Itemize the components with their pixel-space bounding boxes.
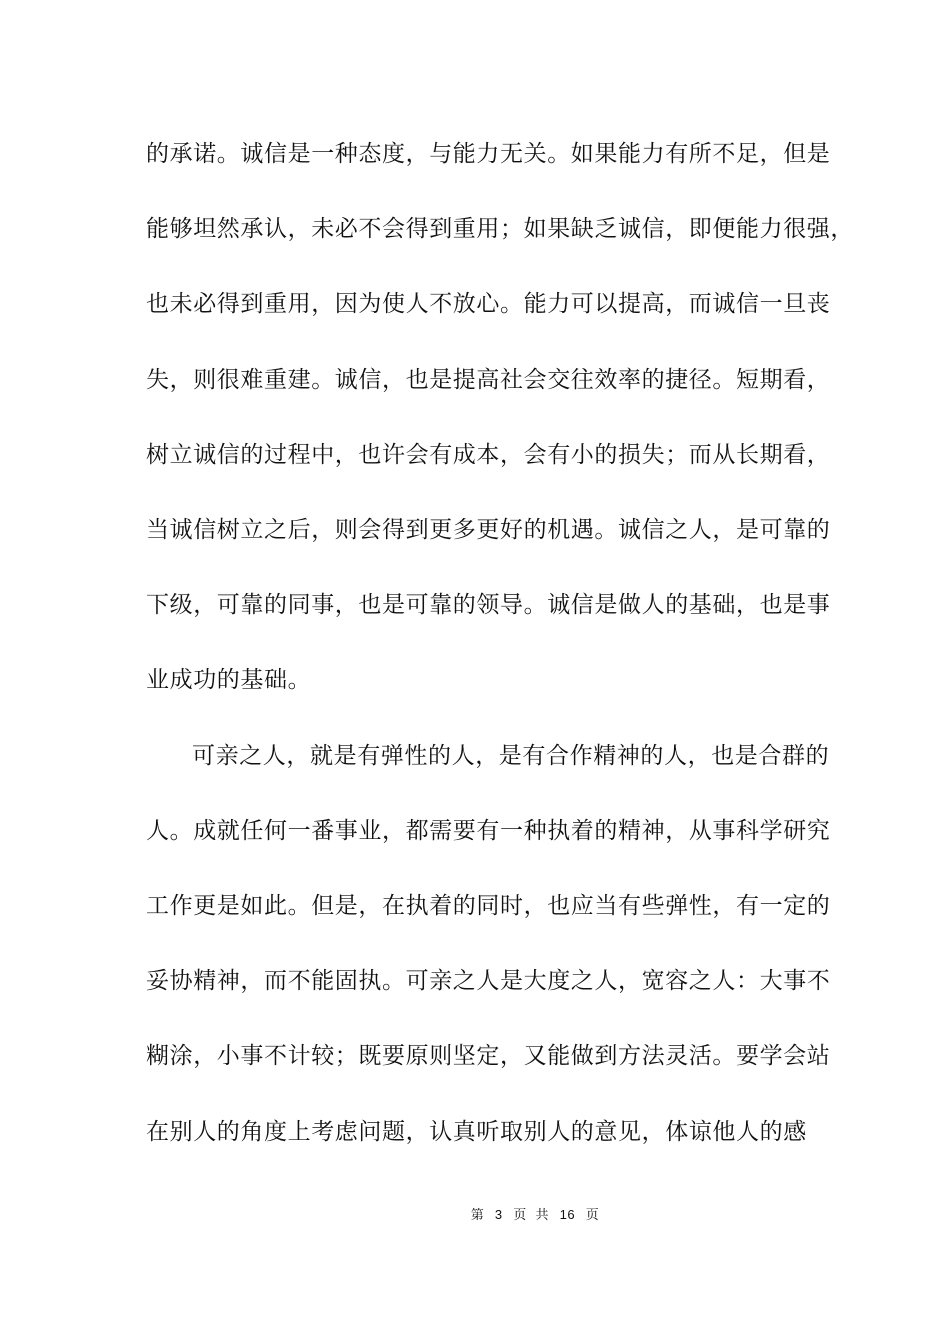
text-line-12: 妥协精神，而不能固执。可亲之人是大度之人，宽容之人：大事不 — [146, 968, 831, 994]
footer-prefix: 第 — [470, 1208, 485, 1223]
footer-total-pages: 16 — [559, 1207, 576, 1222]
footer-total-word: 共 — [535, 1208, 549, 1223]
text-line-1: 的承诺。诚信是一种态度，与能力无关。如果能力有所不足，但是 — [146, 141, 831, 167]
text-line-4: 失，则很难重建。诚信，也是提高社会交往效率的捷径。短期看， — [146, 367, 831, 393]
text-line-7: 下级，可靠的同事，也是可靠的领导。诚信是做人的基础，也是事 — [146, 592, 831, 618]
text-line-14: 在别人的角度上考虑问题，认真听取别人的意见，体谅他人的感 — [146, 1119, 807, 1145]
page-footer — [0, 1206, 950, 1225]
footer-suffix: 页 — [585, 1208, 600, 1223]
text-line-5: 树立诚信的过程中，也许会有成本，会有小的损失；而从长期看， — [146, 442, 831, 468]
text-line-11: 工作更是如此。但是，在执着的同时，也应当有些弹性，有一定的 — [146, 893, 831, 919]
text-line-10: 人。成就任何一番事业，都需要有一种执着的精神，从事科学研究 — [146, 818, 831, 844]
paragraph-start-line: 可亲之人，就是有弹性的人，是有合作精神的人，也是合群的 — [192, 743, 830, 769]
text-line-6: 当诚信树立之后，则会得到更多更好的机遇。诚信之人，是可靠的 — [146, 517, 831, 543]
footer-page-number: 3 — [494, 1207, 503, 1222]
text-line-8: 业成功的基础。 — [146, 667, 312, 693]
footer-page-word: 页 — [513, 1208, 527, 1223]
text-line-13: 糊涂，小事不计较；既要原则坚定，又能做到方法灵活。要学会站 — [146, 1043, 831, 1069]
text-line-2: 能够坦然承认，未必不会得到重用；如果缺乏诚信，即便能力很强， — [146, 216, 854, 242]
text-line-3: 也未必得到重用，因为使人不放心。能力可以提高，而诚信一旦丧 — [146, 291, 831, 317]
